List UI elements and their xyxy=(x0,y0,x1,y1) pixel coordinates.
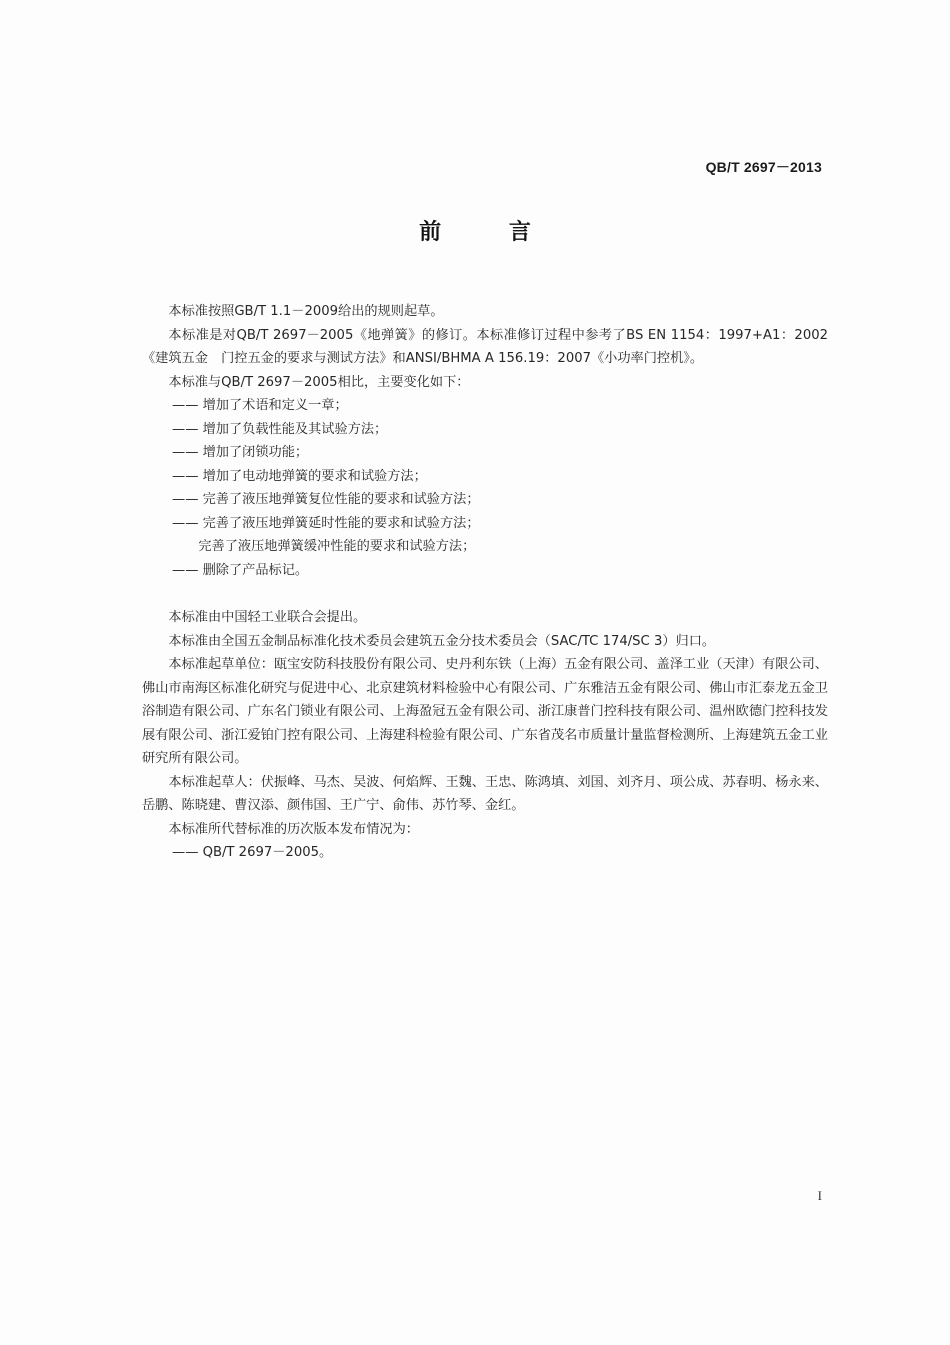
list-item: —— 完善了液压地弹簧复位性能的要求和试验方法； xyxy=(172,492,480,507)
proposer-paragraph: 本标准由中国轻工业联合会提出。 xyxy=(168,610,367,625)
foreword-body xyxy=(142,300,828,865)
revision-paragraph: 本标准是对QB/T 2697－2005《地弹簧》的修订。本标准修订过程中参考了BS EN 1154：1997+A1：2002《建筑五金 门控五金的要求与测试方法》和ANSI/BHMA A 156.19：2007《小功率门控机》。 xyxy=(142,327,828,366)
page-number: I xyxy=(817,1188,822,1203)
list-item: —— 增加了闭锁功能； xyxy=(172,445,309,460)
drafting-units-paragraph: 本标准起草单位：瓯宝安防科技股份有限公司、史丹利东铁（上海）五金有限公司、盖泽工业（天津）有限公司、佛山市南海区标准化研究与促进中心、北京建筑材料检验中心有限公司、广东雅洁五金有限公司、佛山市汇泰龙五金卫浴制造有限公司、广东名门锁业有限公司、上海盈冠五金有限公司、浙江康普门控科技有限公司、温州欧德门控科技发展有限公司、浙江爱铂门控有限公司、上海建科检验有限公司、广东省茂名市质量计量监督检测所、上海建筑五金工业研究所有限公司。 xyxy=(142,657,828,766)
list-item: —— QB/T 2697－2005。 xyxy=(172,845,333,860)
list-item: —— 增加了负载性能及其试验方法； xyxy=(172,421,388,437)
page-title: 前 言 xyxy=(419,220,561,245)
list-item: 完善了液压地弹簧缓冲性能的要求和试验方法； xyxy=(172,539,476,554)
history-intro-paragraph: 本标准所代替标准的历次版本发布情况为： xyxy=(168,821,419,837)
list-item: —— 增加了电动地弹簧的要求和试验方法； xyxy=(172,468,427,484)
committee-paragraph: 本标准由全国五金制品标准化技术委员会建筑五金分技术委员会（SAC/TC 174/SC 3）归口。 xyxy=(168,633,716,649)
list-item: —— 删除了产品标记。 xyxy=(172,562,309,578)
drafters-paragraph: 本标准起草人：伏振峰、马杰、吴波、何焰辉、王魏、王忠、陈鸿填、刘国、刘齐月、项公成、苏春明、杨永来、岳鹏、陈晓建、曹汉添、颜伟国、王广宁、俞伟、苏竹琴、金红。 xyxy=(142,774,828,813)
section-gap xyxy=(142,582,828,606)
list-item: —— 完善了液压地弹簧延时性能的要求和试验方法； xyxy=(172,515,480,531)
standard-code: QB/T 2697－2013 xyxy=(705,159,822,175)
list-item: —— 增加了术语和定义一章； xyxy=(172,398,348,413)
drafting-rule-paragraph: 本标准按照GB/T 1.1－2009给出的规则起草。 xyxy=(168,304,444,319)
history-list xyxy=(142,841,828,865)
changes-list xyxy=(142,394,828,582)
changes-intro-paragraph: 本标准与QB/T 2697－2005相比，主要变化如下： xyxy=(168,374,470,390)
